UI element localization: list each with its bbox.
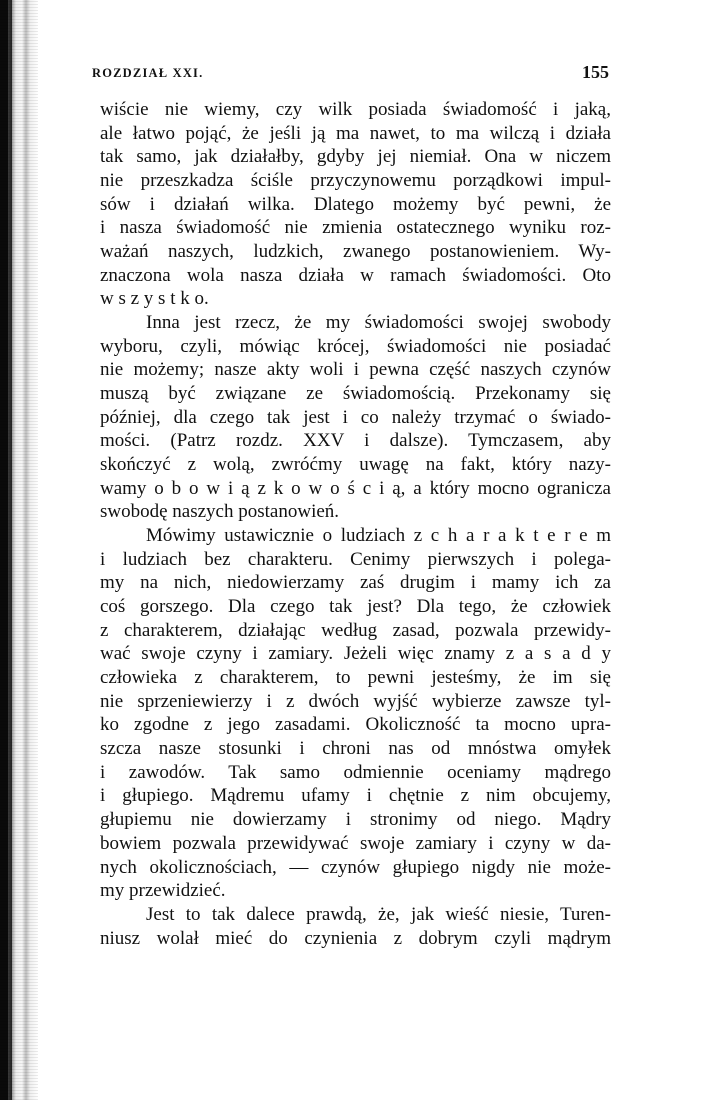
text-line: człowieka z charakterem, to pewni jesteśmy, że im się (100, 667, 611, 689)
text-line: swobodę naszych postanowień. (100, 501, 340, 523)
text-line: mości. (Patrz rozdz. XXV i dalsze). Tymczasem, aby (100, 430, 611, 452)
running-head: ROZDZIAŁ XXI. (92, 66, 204, 80)
body-text (100, 98, 611, 950)
text-line: wyboru, czyli, mówiąc krócej, świadomości nie posiadać (100, 335, 611, 357)
text-line: nie możemy; nasze akty woli i pewna część naszych czynów (100, 359, 611, 381)
text-line: szcza nasze stosunki i chroni nas od mnóstwa omyłek (100, 738, 611, 760)
text-line: nych okolicznościach, — czynów głupiego nigdy nie może- (100, 856, 611, 878)
text-line: coś gorszego. Dla czego tak jest? Dla tego, że człowiek (100, 596, 611, 618)
page-header (92, 62, 609, 86)
text-line: muszą być związane ze świadomością. Przekonamy się (100, 383, 611, 405)
text-line: głupiemu nie dowierzamy i stronimy od niego. Mądry (100, 809, 611, 831)
text-line: ważań naszych, ludzkich, zwanego postanowieniem. Wy- (100, 241, 611, 263)
text-line: sów i działań wilka. Dlatego możemy być pewni, że (100, 193, 611, 215)
text-line: i głupiego. Mądremu ufamy i chętnie z nim obcujemy, (100, 785, 611, 807)
text-line: znaczona wola nasza działa w ramach świadomości. Oto (100, 264, 611, 286)
text-line: Inna jest rzecz, że my świadomości swojej swobody (146, 312, 611, 334)
text-line: i ludziach bez charakteru. Cenimy pierwszych i polega- (100, 548, 611, 570)
text-line: tak samo, jak działałby, gdyby jej niemiał. Ona w niczem (100, 146, 611, 168)
text-line: bowiem pozwala przewidywać swoje zamiary i czyny w da- (100, 832, 611, 854)
text-line: nie przeszkadza ściśle przyczynowemu porządkowi impul- (100, 170, 611, 192)
text-line: i nasza świadomość nie zmienia ostatecznego wyniku roz- (100, 217, 611, 239)
book-spine-shadow (0, 0, 38, 1100)
text-line: my na nich, niedowierzamy zaś drugim i mamy ich za (100, 572, 611, 594)
text-line: w s z y s t k o. (100, 288, 209, 310)
text-line: Mówimy ustawicznie o ludziach z c h a r a k t e r e m (146, 525, 611, 547)
text-line: niusz wolał mieć do czynienia z dobrym czyli mądrym (100, 927, 611, 949)
text-line: ko zgodne z jego zasadami. Okoliczność ta mocno upra- (100, 714, 611, 736)
text-line: ale łatwo pojąć, że jeśli ją ma nawet, to ma wilczą i działa (100, 122, 611, 144)
text-line: Jest to tak dalece prawdą, że, jak wieść niesie, Turen- (146, 903, 611, 925)
text-line: my przewidzieć. (100, 880, 226, 902)
text-line: skończyć z wolą, zwróćmy uwagę na fakt, który nazy- (100, 454, 611, 476)
text-line: wiście nie wiemy, czy wilk posiada świadomość i jaką, (100, 99, 611, 120)
text-line: nie sprzeniewierzy i z dwóch wyjść wybierze zawsze tyl- (100, 690, 611, 712)
text-line: później, dla czego tak jest i co należy trzymać o świado- (100, 406, 611, 428)
text-line: wać swoje czyny i zamiary. Jeżeli więc znamy z a s a d y (100, 643, 611, 665)
text-line: i zawodów. Tak samo odmiennie oceniamy mądrego (100, 761, 611, 783)
page-number: 155 (582, 62, 609, 82)
text-line: z charakterem, działając według zasad, pozwala przewidy- (100, 619, 611, 641)
text-line: wamy o b o w i ą z k o w o ś c i ą, a który mocno ogranicza (100, 477, 611, 499)
